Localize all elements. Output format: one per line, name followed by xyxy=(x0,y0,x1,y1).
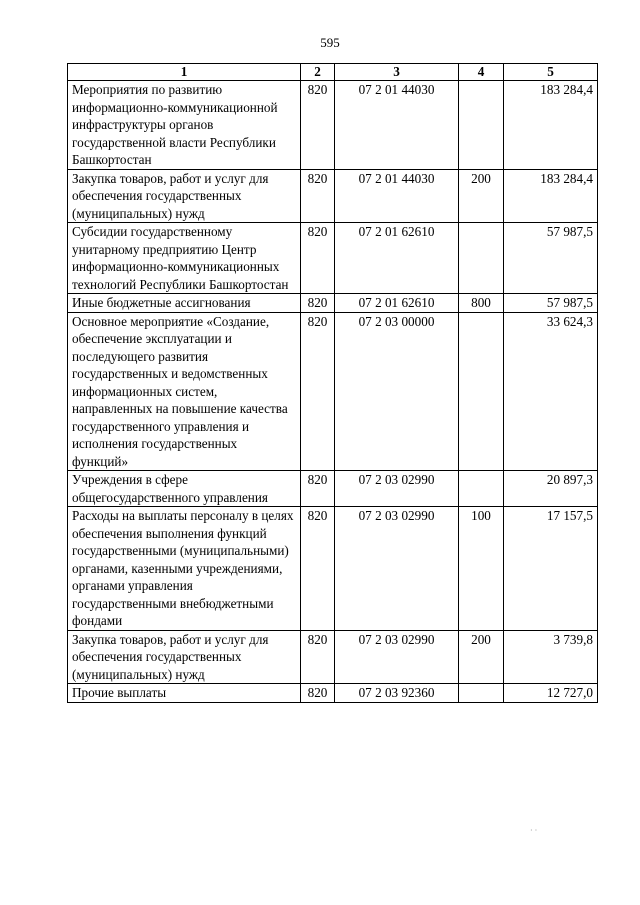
row-amount: 17 157,5 xyxy=(504,507,598,631)
row-amount: 183 284,4 xyxy=(504,169,598,223)
row-expense-type: 800 xyxy=(459,294,504,313)
row-name: Мероприятия по развитию информационно-коммуникационной инфраструктуры органов государственной власти Республики Башкортостан xyxy=(68,81,301,170)
row-target-code: 07 2 01 62610 xyxy=(335,223,459,294)
row-expense-type xyxy=(459,312,504,471)
row-name: Основное мероприятие «Создание, обеспечение эксплуатации и последующего развития государственных и ведомственных информационных систем, направленных на повышение качества государственного управления и исполнения государственных функций» xyxy=(68,312,301,471)
row-ministry-code: 820 xyxy=(301,294,335,313)
budget-table xyxy=(67,63,598,703)
row-target-code: 07 2 03 00000 xyxy=(335,312,459,471)
table-row xyxy=(68,507,598,631)
row-amount: 12 727,0 xyxy=(504,684,598,703)
table-row xyxy=(68,81,598,170)
row-ministry-code: 820 xyxy=(301,169,335,223)
table-row xyxy=(68,223,598,294)
row-name: Прочие выплаты xyxy=(68,684,301,703)
row-ministry-code: 820 xyxy=(301,81,335,170)
row-name: Учреждения в сфере общегосударственного управления xyxy=(68,471,301,507)
column-header-2: 2 xyxy=(301,64,335,81)
row-name: Субсидии государственному унитарному предприятию Центр информационно-коммуникационных технологий Республики Башкортостан xyxy=(68,223,301,294)
table-row xyxy=(68,169,598,223)
row-ministry-code: 820 xyxy=(301,684,335,703)
scan-artifact: · · xyxy=(530,826,538,835)
table-row xyxy=(68,630,598,684)
row-name: Закупка товаров, работ и услуг для обеспечения государственных (муниципальных) нужд xyxy=(68,630,301,684)
row-ministry-code: 820 xyxy=(301,312,335,471)
row-target-code: 07 2 01 44030 xyxy=(335,81,459,170)
table-row xyxy=(68,312,598,471)
row-expense-type xyxy=(459,684,504,703)
row-amount: 33 624,3 xyxy=(504,312,598,471)
row-target-code: 07 2 03 92360 xyxy=(335,684,459,703)
row-ministry-code: 820 xyxy=(301,507,335,631)
row-expense-type xyxy=(459,223,504,294)
row-expense-type: 200 xyxy=(459,169,504,223)
column-header-4: 4 xyxy=(459,64,504,81)
row-target-code: 07 2 01 62610 xyxy=(335,294,459,313)
row-target-code: 07 2 03 02990 xyxy=(335,507,459,631)
row-expense-type: 200 xyxy=(459,630,504,684)
column-header-1: 1 xyxy=(68,64,301,81)
table-row xyxy=(68,684,598,703)
row-name: Закупка товаров, работ и услуг для обеспечения государственных (муниципальных) нужд xyxy=(68,169,301,223)
row-amount: 57 987,5 xyxy=(504,294,598,313)
column-header-5: 5 xyxy=(504,64,598,81)
row-target-code: 07 2 03 02990 xyxy=(335,630,459,684)
row-expense-type xyxy=(459,471,504,507)
table-row xyxy=(68,471,598,507)
page-number: 595 xyxy=(320,35,340,50)
row-ministry-code: 820 xyxy=(301,471,335,507)
row-expense-type xyxy=(459,81,504,170)
row-amount: 183 284,4 xyxy=(504,81,598,170)
column-header-3: 3 xyxy=(335,64,459,81)
row-expense-type: 100 xyxy=(459,507,504,631)
row-amount: 57 987,5 xyxy=(504,223,598,294)
row-ministry-code: 820 xyxy=(301,630,335,684)
row-ministry-code: 820 xyxy=(301,223,335,294)
table-row xyxy=(68,294,598,313)
row-target-code: 07 2 03 02990 xyxy=(335,471,459,507)
row-target-code: 07 2 01 44030 xyxy=(335,169,459,223)
row-amount: 3 739,8 xyxy=(504,630,598,684)
row-name: Расходы на выплаты персоналу в целях обеспечения выполнения функций государственными (муниципальными) органами, казенными учреждениями, органами управления государственными внебюджетными фондами xyxy=(68,507,301,631)
table-header-row xyxy=(68,64,598,81)
row-amount: 20 897,3 xyxy=(504,471,598,507)
row-name: Иные бюджетные ассигнования xyxy=(68,294,301,313)
